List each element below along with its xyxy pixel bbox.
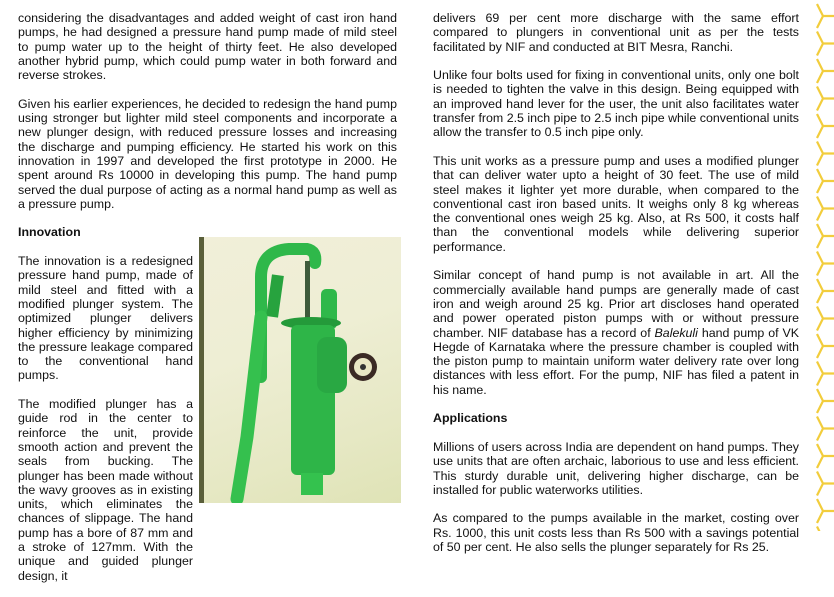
hand-pump-illustration (199, 237, 401, 503)
hexagon-edge (817, 334, 834, 358)
balekuli-term: Balekuli (654, 325, 698, 340)
pump-link (266, 274, 284, 317)
plunger-rod (305, 261, 310, 323)
hexagon-edge (817, 224, 834, 248)
hexagon-edge (817, 307, 834, 331)
innovation-heading: Innovation (18, 225, 81, 240)
intro-paragraph-2: Given his earlier experiences, he decided to redesign the hand pump using stronger but lighter mild steel components and incorporate a new plunger design, with reduced pressure losses and increasing the discharge and pumping efficiency. He started his work on this innovation in 1997 and developed the first prototype in 2000. He spent around Rs 10000 in developing this pump. The hand pump served the dual purpose of acting as a normal hand pump as well as a pressure pump. (18, 96, 397, 211)
hexagon-edge (817, 444, 834, 468)
pump-lever (237, 317, 261, 499)
photo-shadow-edge (199, 237, 204, 503)
prior-art-paragraph: Similar concept of hand pump is not available in art. All the commercially available hand pumps are generally made of cast iron and weigh around 25 kg. Prior art discloses hand operated and power operated piston pumps with or without pressure chamber. NIF database has a record of Balekuli hand pump of VK Hegde of Karnataka where the pressure chamber is coupled with the piston pump to maintain uniform water delivery rate over long distances with less effort. For the pump, NIF has filed a patent in his name. (433, 268, 799, 397)
hexagon-edge (817, 32, 834, 56)
hexagon-edge (817, 527, 834, 532)
innovation-paragraph-1: The innovation is a redesigned pressure hand pump, made of mild steel and fitted with a modified plunger system. The optimized plunger delivers higher efficiency by minimizing the pressure leakage compared to the conventional hand pumps. (18, 254, 193, 383)
hexagon-edge (817, 252, 834, 276)
hexagon-edge (817, 4, 834, 28)
hexagon-edge (817, 114, 834, 138)
applications-paragraph-2: As compared to the pumps available in the market, costing over Rs. 1000, this unit costs less than Rs 500 with a savings potential of 50 per cent. He also sells the plunger separately for Rs 25. (433, 511, 799, 554)
innovation-paragraph-2: The modified plunger has a guide rod in the center to reinforce the unit, provide smooth action and prevent the seals from bucking. The plunger has been made without the wavy grooves as in existing units, which eliminates the chances of slippage. The hand pump has a bore of 87 mm and a stroke of 127mm. With the unique and guided plunger design, it (18, 397, 193, 583)
hexagon-edge (817, 279, 834, 303)
hexagon-edge (817, 169, 834, 193)
applications-heading: Applications (433, 411, 508, 426)
hexagon-edge (817, 197, 834, 221)
intro-paragraph-1: considering the disadvantages and added weight of cast iron hand pumps, he had designed a pressure hand pump made of mild steel to pump water up to the height of thirty feet. He also developed another hybrid pump, which could pump water in both forward and reverse strokes. (18, 11, 397, 83)
pressure-pump-paragraph: This unit works as a pressure pump and uses a modified plunger that can deliver water upto a height of 30 feet. The use of mild steel makes it lighter yet more durable, when compared to the conventional cast iron based units. It weighs only 8 kg whereas the conventional ones weigh 25 kg. Also, at Rs 500, it costs half than the conventional models while delivering superior performance. (433, 153, 799, 254)
hexagon-edge (817, 142, 834, 166)
hexagon-edge (817, 59, 834, 83)
pump-valve-housing (317, 337, 347, 393)
bolt-paragraph: Unlike four bolts used for fixing in conventional units, only one bolt is needed to tighten the valve in this design. Being equipped with an improved hand lever for the user, the unit also facilitates water transfer from 2.5 inch pipe to 2.5 inch pipe while conventional units allow the transfer to 0.5 inch pipe only. (433, 68, 799, 140)
hexagon-edge (817, 362, 834, 386)
hexagon-edge (817, 472, 834, 496)
hexagon-edge (817, 499, 834, 523)
pump-base (301, 473, 323, 495)
applications-paragraph-1: Millions of users across India are dependent on hand pumps. They use units that are often archaic, laborious to use and less efficient. This sturdy durable unit, delivering higher discharge, can be installed for public waterworks utilities. (433, 439, 799, 497)
hexagon-edge (817, 389, 834, 413)
discharge-paragraph: delivers 69 per cent more discharge with the same effort compared to plungers in conventional unit as per the tests facilitated by NIF and conducted at BIT Mesra, Ranchi. (433, 11, 799, 54)
hexagon-edge (817, 417, 834, 441)
hand-pump-photo (199, 237, 401, 503)
honeycomb-border-icon (814, 0, 834, 531)
right-column (433, 0, 799, 569)
hexagon-edge (817, 87, 834, 111)
